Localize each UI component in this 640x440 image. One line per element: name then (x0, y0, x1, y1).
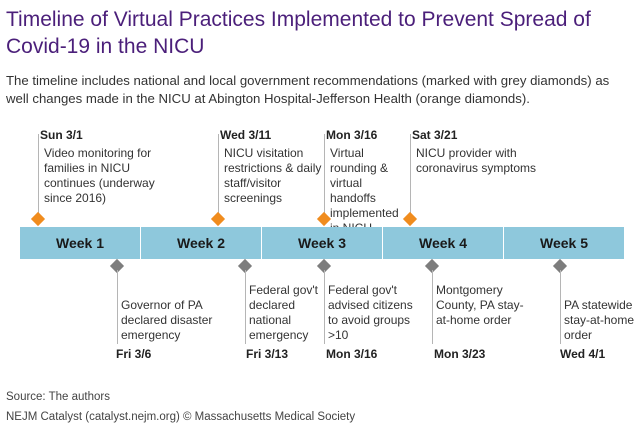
event-date: Sun 3/1 (40, 128, 83, 142)
event-date: Mon 3/16 (326, 347, 378, 361)
event-description: Virtual rounding & virtual handoffs implemented (330, 146, 399, 220)
event-date: Mon 3/23 (434, 347, 486, 361)
event-description: Federal gov't advised citizens to avoid groups >10 (328, 283, 413, 342)
event-connector (324, 270, 325, 344)
chart-subtitle: The timeline includes national and local government recommendations (marked with grey diamonds) as well changes made in the NICU at Abington Hospital-Jefferson Health (orange diamonds). (6, 73, 610, 106)
week-2-label: Week 2 (141, 227, 262, 259)
event-description: PA statewide stay-at-home order (564, 298, 635, 342)
event-date: Mon 3/16 (326, 128, 378, 142)
event-connector (560, 270, 561, 344)
week-3-label: Week 3 (262, 227, 383, 259)
event-date: Wed 3/11 (220, 128, 272, 142)
week-4-label: Week 4 (383, 227, 504, 259)
event-description: Video monitoring for families in NICU continues (underway since 2016) (44, 146, 155, 205)
event-description: Federal gov't declared national emergency (249, 283, 318, 342)
week-1-label: Week 1 (20, 227, 141, 259)
event-connector (218, 134, 219, 220)
nicu-diamond-marker (211, 212, 225, 226)
event-connector (245, 270, 246, 344)
event-connector (432, 270, 433, 344)
event-connector (410, 134, 411, 220)
event-description: Montgomery County, PA stay-at-home order (436, 283, 524, 327)
event-connector (38, 134, 39, 220)
event-connector (117, 270, 118, 344)
chart-title: Timeline of Virtual Practices Implemented to Prevent Spread of Covid-19 in the NICU (6, 8, 591, 58)
week-5-label: Week 5 (540, 235, 588, 251)
event-description: NICU provider with coronavirus symptoms (416, 146, 537, 175)
event-description: NICU visitation restrictions & daily staff/visitor screenings (224, 146, 322, 205)
week-bar (20, 227, 624, 259)
event-description: Governor of PA declared disaster emergency (121, 298, 213, 342)
event-date: Wed 4/1 (560, 347, 606, 361)
source-note: Source: The authors (6, 391, 110, 403)
event-connector (324, 134, 325, 220)
credit-line: NEJM Catalyst (catalyst.nejm.org) © Massachusetts Medical Society (6, 411, 356, 423)
nicu-diamond-marker (31, 212, 45, 226)
event-date: Fri 3/6 (116, 347, 152, 361)
event-date: Sat 3/21 (412, 128, 458, 142)
nicu-diamond-marker (317, 212, 331, 226)
event-date: Fri 3/13 (246, 347, 289, 361)
